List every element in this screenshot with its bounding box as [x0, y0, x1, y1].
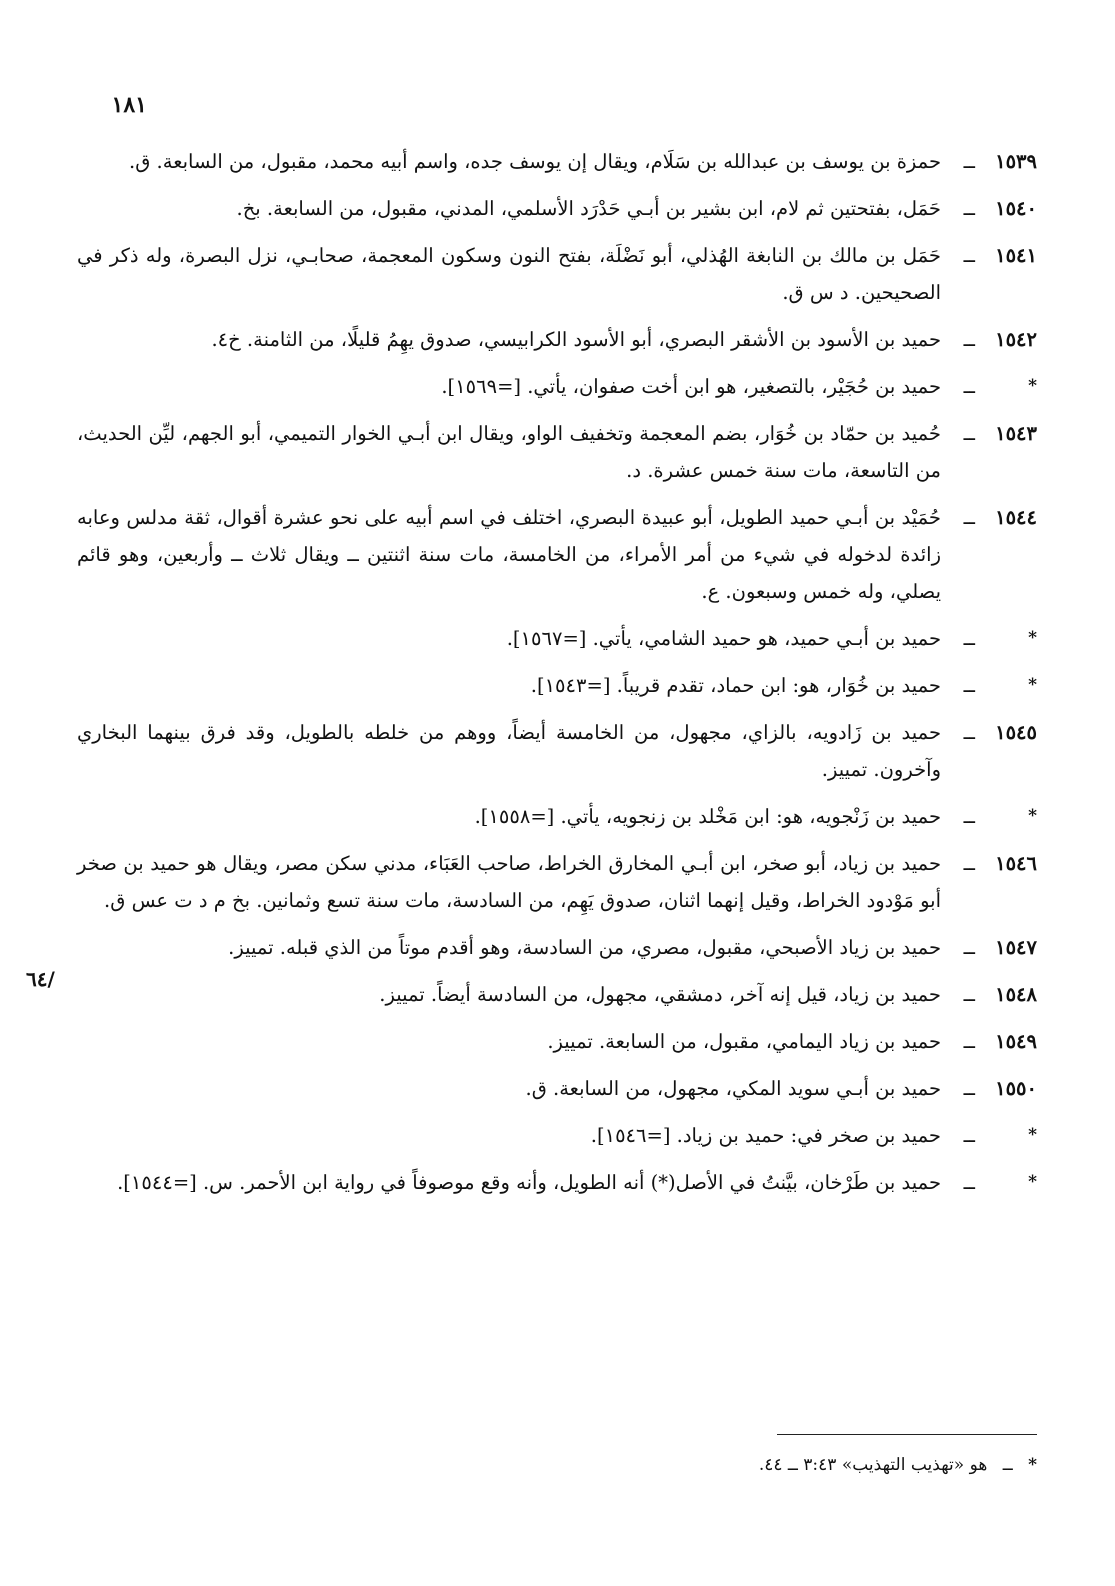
entry-number: ١٥٤٢ [995, 328, 1037, 351]
entry-text: حميد بن زَادويه، بالزاي، مجهول، من الخامسة أيضاً، ووهم من خلطه بالطويل، وقد فرق بينهما البخاري وآخرون. تمييز. [77, 721, 941, 781]
entry-1547 [77, 929, 1037, 966]
entry-number: ١٥٤٠ [995, 197, 1037, 220]
cross-reference [77, 1164, 1037, 1201]
entry-dash: ــ [963, 627, 975, 650]
entry-dash: ــ [963, 1124, 975, 1147]
entry-number: ١٥٤٩ [995, 1030, 1037, 1053]
entry-dash: ــ [963, 197, 975, 220]
footnote-dash: ــ [1002, 1455, 1013, 1475]
entry-text: حميد بن خُوَار، هو: ابن حماد، تقدم قريباً. [=١٥٤٣]. [530, 674, 941, 697]
entry-text: حَمَل بن مالك بن النابغة الهُذلي، أبو نَضْلَة، بفتح النون وسكون المعجمة، صحابـي، نزل البصرة، وله ذكر في الصحيحين. د س ق. [77, 244, 941, 304]
entry-1539 [77, 143, 1037, 180]
entry-number: ١٥٤٧ [995, 936, 1037, 959]
entry-number: ١٥٤٥ [995, 721, 1037, 744]
entry-number: ١٥٤١ [995, 244, 1037, 267]
entry-1549 [77, 1023, 1037, 1060]
entry-dash: ــ [963, 375, 975, 398]
entry-text: حميد بن زياد الأصبحي، مقبول، مصري، من السادسة، وهو أقدم موتاً من الذي قبله. تمييز. [228, 936, 941, 959]
entry-1546 [77, 845, 1037, 919]
cross-reference [77, 368, 1037, 405]
entry-dash: ــ [963, 150, 975, 173]
footnote-text: هو «تهذيب التهذيب» ٣:٤٣ ــ ٤٤. [758, 1455, 988, 1475]
cross-reference [77, 1117, 1037, 1154]
entry-text: حَمَل، بفتحتين ثم لام، ابن بشير بن أبـي حَدْرَد الأسلمي، المدني، مقبول، من السابعة. بخ. [236, 197, 941, 220]
margin-note: /٦٤ [26, 967, 55, 991]
entry-1545 [77, 714, 1037, 788]
entry-1550 [77, 1070, 1037, 1107]
page-number: ١٨١ [111, 92, 147, 118]
entry-text: حميد بن أبـي حميد، هو حميد الشامي، يأتي. [=١٥٦٧]. [506, 627, 941, 650]
entry-text: حميد بن زياد، أبو صخر، ابن أبـي المخارق الخراط، صاحب العَبَاء، مدني سكن مصر، ويقال هو حميد بن صخر أبو مَوْدود الخراط، وقيل إنهما اثنان، صدوق يَهِم، من السادسة، مات سنة تسع وثمانين. بخ م د ت عس ق. [77, 852, 941, 912]
entry-dash: ــ [963, 852, 975, 875]
entry-dash: ــ [963, 936, 975, 959]
entry-text: حمزة بن يوسف بن عبدالله بن سَلَام، ويقال إن يوسف جده، واسم أبيه محمد، مقبول، من السابعة. ق. [129, 150, 941, 173]
entry-1540 [77, 190, 1037, 227]
entry-1541 [77, 237, 1037, 311]
footnote [759, 1452, 1037, 1478]
entry-dash: ــ [963, 805, 975, 828]
entry-1543 [77, 415, 1037, 489]
entry-text: حميد بن طَرْخان، بيَّنتُ في الأصل(*) أنه الطويل، وأنه وقع موصوفاً في رواية ابن الأحمر. س. [=١٥٤٤]. [117, 1171, 941, 1194]
entry-1548 [77, 976, 1037, 1013]
star-marker: * [1028, 1125, 1037, 1145]
entry-dash: ــ [963, 506, 975, 529]
cross-reference [77, 667, 1037, 704]
star-marker: * [1028, 628, 1037, 648]
entries-list [77, 143, 1037, 1211]
entry-dash: ــ [963, 983, 975, 1006]
entry-dash: ــ [963, 674, 975, 697]
entry-dash: ــ [963, 1171, 975, 1194]
star-marker: * [1028, 1172, 1037, 1192]
entry-dash: ــ [963, 1030, 975, 1053]
entry-text: حميد بن زياد، قيل إنه آخر، دمشقي، مجهول، من السادسة أيضاً. تمييز. [379, 983, 941, 1006]
entry-dash: ــ [963, 721, 975, 744]
footnote-divider [777, 1434, 1037, 1435]
entry-dash: ــ [963, 244, 975, 267]
entry-text: حميد بن زياد اليمامي، مقبول، من السابعة. تمييز. [547, 1030, 941, 1053]
entry-number: ١٥٤٤ [995, 506, 1037, 529]
entry-1544 [77, 499, 1037, 610]
entry-text: حميد بن أبـي سويد المكي، مجهول، من السابعة. ق. [525, 1077, 941, 1100]
footnote-star: * [1028, 1455, 1037, 1475]
star-marker: * [1028, 376, 1037, 396]
cross-reference [77, 798, 1037, 835]
entry-text: حميد بن زَنْجويه، هو: ابن مَخْلد بن زنجويه، يأتي. [=١٥٥٨]. [474, 805, 941, 828]
entry-text: حميد بن حُجَيْر، بالتصغير، هو ابن أخت صفوان، يأتي. [=١٥٦٩]. [441, 375, 941, 398]
entry-number: ١٥٥٠ [995, 1077, 1037, 1100]
entry-dash: ــ [963, 422, 975, 445]
entry-number: ١٥٤٨ [995, 983, 1037, 1006]
star-marker: * [1028, 806, 1037, 826]
entry-number: ١٥٤٦ [995, 852, 1037, 875]
star-marker: * [1028, 675, 1037, 695]
entry-dash: ــ [963, 328, 975, 351]
entry-1542 [77, 321, 1037, 358]
entry-dash: ــ [963, 1077, 975, 1100]
entry-text: حُميد بن حمّاد بن خُوَار، بضم المعجمة وتخفيف الواو، ويقال ابن أبـي الخوار التميمي، أبو الجهم، ليِّن الحديث، من التاسعة، مات سنة خمس عشرة. د. [77, 422, 941, 482]
entry-number: ١٥٤٣ [995, 422, 1037, 445]
entry-text: حُمَيْد بن أبـي حميد الطويل، أبو عبيدة البصري، اختلف في اسم أبيه على نحو عشرة أقوال، ثقة مدلس وعابه زائدة لدخوله في شيء من أمر الأمراء، من الخامسة، مات سنة اثنتين ــ ويقال ثلاث ــ وأربعين، وهو قائم يصلي، وله خمس وسبعون. ع. [77, 506, 941, 603]
entry-text: حميد بن صخر في: حميد بن زياد. [=١٥٤٦]. [590, 1124, 941, 1147]
cross-reference [77, 620, 1037, 657]
entry-number: ١٥٣٩ [995, 150, 1037, 173]
entry-text: حميد بن الأسود بن الأشقر البصري، أبو الأسود الكرابيسي، صدوق يهِمُ قليلًا، من الثامنة. خ٤. [211, 328, 941, 351]
